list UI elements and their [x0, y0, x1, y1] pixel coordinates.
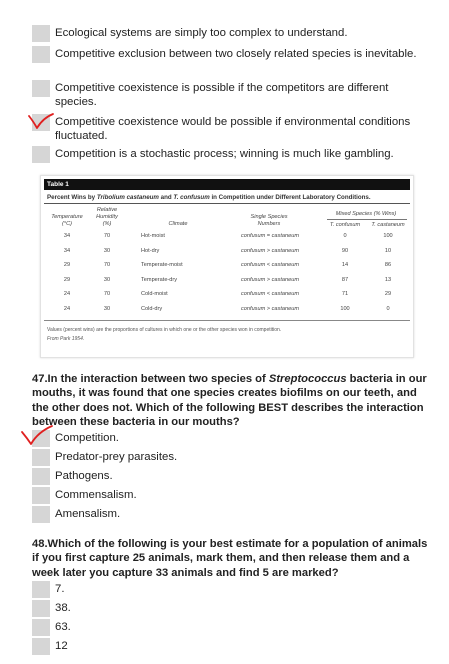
option-label: Competition is a stochastic process; winning is much like gambling.: [55, 148, 394, 160]
table-cell-t: 34: [63, 233, 71, 239]
table-cell-climate: Cold-moist: [141, 291, 168, 297]
option-label: Commensalism.: [55, 489, 137, 501]
table-cell-conf: 0: [343, 233, 347, 239]
option-label: Amensalism.: [55, 508, 121, 520]
table-cell-t: 24: [63, 291, 71, 297]
table-cell-conf: 90: [341, 247, 349, 254]
option-checkbox[interactable]: [32, 619, 50, 636]
table-cell-climate: Temperate-moist: [141, 262, 183, 268]
col-header-climate: Climate: [168, 221, 188, 227]
caption-text: Percent Wins by: [47, 194, 97, 201]
question-47: [32, 372, 432, 429]
option-label: Competitive exclusion between two closely related species is inevitable.: [55, 48, 417, 60]
table-rule: [44, 320, 410, 321]
table-cell-t: 34: [63, 247, 71, 254]
col-header-humidity: [87, 207, 127, 228]
table-caption: [47, 194, 371, 201]
option-checkbox[interactable]: [32, 468, 50, 485]
caption-text: in Competition under Different Laboratory Conditions.: [209, 194, 371, 201]
table-cell-single: confusum = castaneum: [241, 233, 299, 239]
header-line: Temperature: [51, 214, 83, 220]
option-checkbox[interactable]: [32, 638, 50, 655]
option-label: 38.: [55, 602, 71, 614]
option-checkbox[interactable]: [32, 487, 50, 504]
question-text: bacteria in our mouths, it was found that one species creates biofilms on our teeth, and the other does not. Which of the following BEST describes the interaction between these bacteria in our mouths?: [32, 373, 427, 428]
table-cell-cast: 29: [384, 291, 392, 297]
table-cell-climate: Hot-dry: [141, 247, 160, 254]
caption-species: T. confusum: [173, 194, 210, 201]
table-cell-rh: 70: [103, 291, 111, 297]
table-cell-t: 29: [63, 276, 71, 283]
table-cell-single: confusum > castaneum: [241, 247, 299, 254]
option-checkbox[interactable]: [32, 506, 50, 523]
table-cell-conf: 100: [340, 305, 350, 312]
table-cell-cast: 86: [384, 262, 392, 268]
data-table-figure: [40, 175, 414, 358]
header-line: (°C): [61, 221, 72, 227]
table-cell-conf: 71: [341, 291, 349, 297]
col-header-single-species: [236, 214, 302, 228]
option-checkbox[interactable]: [32, 581, 50, 598]
option-label: Pathogens.: [55, 470, 113, 482]
table-cell-climate: Cold-dry: [141, 305, 163, 312]
header-line: Humidity: [96, 214, 118, 220]
col-header-t-confusum: T. confusum: [329, 222, 361, 228]
header-line: Relative: [96, 207, 118, 213]
col-header-mixed-species: Mixed Species (% Wins): [335, 211, 397, 217]
table-title-bar: [44, 179, 410, 190]
table-cell-t: 29: [63, 262, 71, 268]
caption-text: and: [158, 194, 174, 201]
option-label: Ecological systems are simply too complex to understand.: [55, 27, 348, 39]
table-cell-t: 24: [63, 305, 71, 312]
caption-species: Tribolium castaneum: [96, 194, 159, 201]
option-label: Predator-prey parasites.: [55, 451, 178, 463]
table-cell-single: confusum > castaneum: [241, 305, 299, 312]
table-cell-rh: 70: [103, 262, 111, 268]
table-rule: [327, 219, 407, 220]
table-source: From Park 1954.: [47, 336, 85, 342]
option-checkbox[interactable]: [32, 146, 50, 163]
table-cell-single: confusum < castaneum: [241, 262, 299, 268]
table-cell-single: confusum > castaneum: [241, 276, 299, 283]
option-label: Competition.: [55, 432, 119, 444]
table-cell-cast: 10: [384, 247, 392, 254]
header-line: Numbers: [257, 221, 281, 227]
table-cell-rh: 30: [103, 247, 111, 254]
option-checkbox[interactable]: [32, 25, 50, 42]
col-header-temperature: [45, 214, 89, 228]
table-rule: [44, 203, 410, 204]
option-checkbox[interactable]: [32, 600, 50, 617]
header-line: (%): [102, 221, 112, 227]
table-cell-conf: 14: [341, 262, 349, 268]
table-cell-climate: Temperate-dry: [141, 276, 178, 283]
header-line: Single Species: [250, 214, 288, 220]
col-header-t-castaneum: T. castaneum: [371, 222, 405, 228]
check-mark-icon: [19, 423, 55, 447]
table-cell-rh: 70: [103, 233, 111, 239]
option-label: Competitive coexistence is possible if the competitors are different species.: [55, 82, 389, 108]
check-mark-icon: [26, 111, 56, 131]
question-48: 48.Which of the following is your best estimate for a population of animals if you first capture 25 animals, mark them, and then release them and a week later you capture 33 animals and find 5 are marked?: [32, 538, 428, 579]
table-cell-climate: Hot-moist: [141, 233, 165, 239]
table-footnote: Values (percent wins) are the proportions of cultures in which one or the other species won in competition.: [47, 327, 282, 333]
table-cell-conf: 87: [341, 276, 349, 283]
table-cell-rh: 30: [103, 305, 111, 312]
option-checkbox[interactable]: [32, 80, 50, 97]
table-title: Table 1: [47, 181, 69, 188]
table-cell-cast: 13: [384, 276, 392, 283]
table-cell-cast: 0: [386, 305, 390, 312]
option-checkbox[interactable]: [32, 449, 50, 466]
table-cell-cast: 100: [383, 233, 393, 239]
option-checkbox[interactable]: [32, 46, 50, 63]
table-cell-rh: 30: [103, 276, 111, 283]
option-label: 63.: [55, 621, 71, 633]
option-label: Competitive coexistence would be possible if environmental conditions fluctuated.: [55, 116, 411, 142]
option-label: 12: [55, 640, 68, 652]
option-label: 7.: [55, 583, 65, 595]
question-italic-term: Streptococcus: [268, 373, 347, 385]
question-text: 47.In the interaction between two species of: [32, 373, 269, 385]
table-cell-single: confusum < castaneum: [241, 291, 299, 297]
